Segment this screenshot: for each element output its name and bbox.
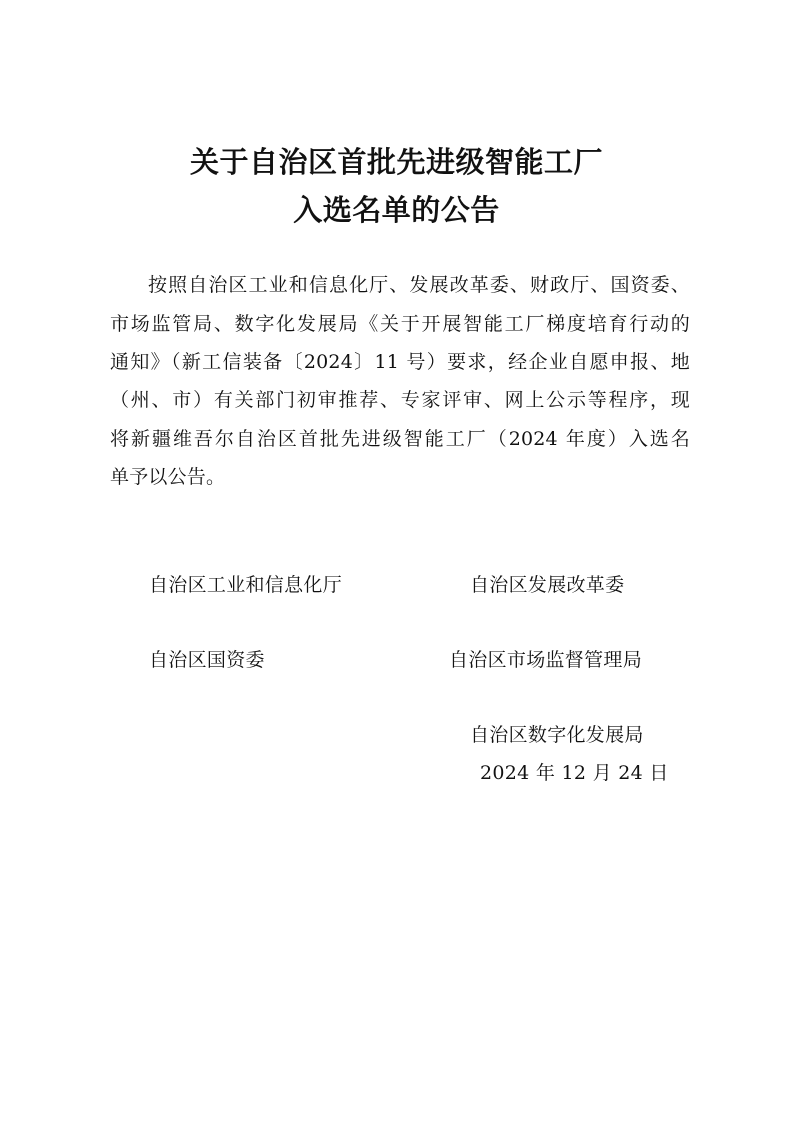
signatory-industry-it-department: 自治区工业和信息化厅 bbox=[149, 574, 343, 596]
body-line: 按照自治区工业和信息化厅、发展改革委、财政厅、国资委、 bbox=[148, 274, 690, 296]
signatory-market-supervision-bureau: 自治区市场监督管理局 bbox=[449, 649, 643, 671]
signatory-digital-development-bureau: 自治区数字化发展局 bbox=[470, 724, 644, 746]
document-title-line-1: 关于自治区首批先进级智能工厂 bbox=[189, 145, 603, 179]
signatory-state-assets-commission: 自治区国资委 bbox=[149, 649, 265, 671]
signatory-development-reform-commission: 自治区发展改革委 bbox=[470, 574, 625, 596]
body-line: 将新疆维吾尔自治区首批先进级智能工厂（2024 年度）入选名 bbox=[110, 428, 690, 450]
document-title-line-2: 入选名单的公告 bbox=[293, 193, 500, 227]
body-line: （州、市）有关部门初审推荐、专家评审、网上公示等程序，现 bbox=[110, 389, 690, 411]
body-line: 市场监管局、数字化发展局《关于开展智能工厂梯度培育行动的 bbox=[110, 313, 690, 335]
body-line: 单予以公告。 bbox=[110, 466, 226, 488]
document-date: 2024 年 12 月 24 日 bbox=[480, 762, 669, 784]
body-line: 通知》（新工信装备〔2024〕11 号）要求，经企业自愿申报、地 bbox=[110, 351, 690, 373]
